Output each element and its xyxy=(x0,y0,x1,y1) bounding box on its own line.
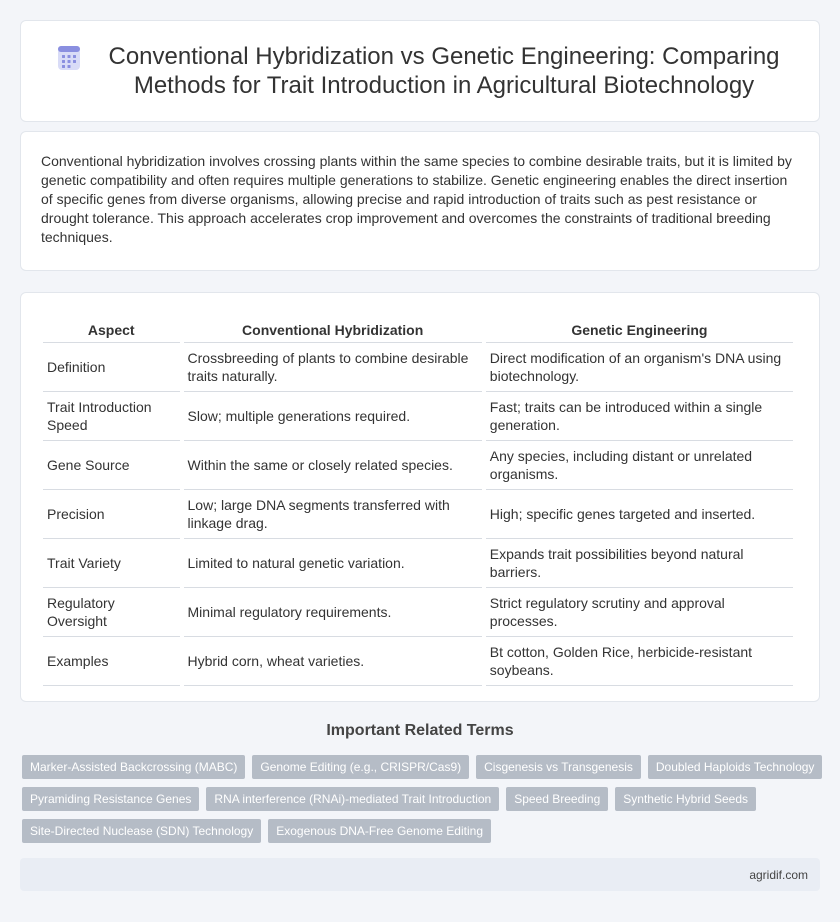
row-conventional: Low; large DNA segments transferred with linkage drag. xyxy=(184,490,482,539)
table-row xyxy=(43,539,793,588)
table-row xyxy=(43,588,793,637)
row-genetic: Fast; traits can be introduced within a single generation. xyxy=(486,392,793,441)
row-conventional: Limited to natural genetic variation. xyxy=(184,539,482,588)
comparison-table-card xyxy=(20,292,820,702)
row-aspect: Trait Variety xyxy=(43,539,180,588)
table-row xyxy=(43,490,793,539)
related-term-tag[interactable]: Site-Directed Nuclease (SDN) Technology xyxy=(22,819,261,843)
row-genetic: High; specific genes targeted and inserted. xyxy=(486,490,793,539)
related-term-tag[interactable]: Pyramiding Resistance Genes xyxy=(22,787,199,811)
intro-card xyxy=(20,131,820,271)
row-aspect: Trait Introduction Speed xyxy=(43,392,180,441)
header-aspect: Aspect xyxy=(43,313,180,343)
title-wrap xyxy=(56,42,784,100)
related-term-tag[interactable]: Exogenous DNA-Free Genome Editing xyxy=(268,819,491,843)
table-row xyxy=(43,343,793,392)
related-terms-title: Important Related Terms xyxy=(326,722,514,739)
row-genetic: Any species, including distant or unrelated organisms. xyxy=(486,441,793,490)
grid-document-icon xyxy=(56,45,82,71)
row-conventional: Within the same or closely related species. xyxy=(184,441,482,490)
row-genetic: Direct modification of an organism's DNA using biotechnology. xyxy=(486,343,793,392)
row-conventional: Hybrid corn, wheat varieties. xyxy=(184,637,482,686)
intro-paragraph: Conventional hybridization involves crossing plants within the same species to combine desirable traits, but it is limited by genetic compatibility and often requires multiple generations to stabilize. Genetic engineering enables the direct insertion of specific genes from diverse organisms, allowing precise and rapid introduction of traits such as pest resistance or drought tolerance. This approach accelerates crop improvement and overcomes the constraints of traditional breeding techniques. xyxy=(41,153,792,245)
row-genetic: Expands trait possibilities beyond natural barriers. xyxy=(486,539,793,588)
related-terms-tags xyxy=(22,755,822,851)
related-term-tag[interactable]: Doubled Haploids Technology xyxy=(648,755,823,779)
tag-row xyxy=(22,787,822,811)
related-term-tag[interactable]: Speed Breeding xyxy=(506,787,608,811)
row-conventional: Minimal regulatory requirements. xyxy=(184,588,482,637)
related-term-tag[interactable]: Genome Editing (e.g., CRISPR/Cas9) xyxy=(252,755,469,779)
row-conventional: Crossbreeding of plants to combine desirable traits naturally. xyxy=(184,343,482,392)
header-conventional: Conventional Hybridization xyxy=(184,313,482,343)
table-row xyxy=(43,441,793,490)
related-term-tag[interactable]: Cisgenesis vs Transgenesis xyxy=(476,755,641,779)
row-conventional: Slow; multiple generations required. xyxy=(184,392,482,441)
table-header-row xyxy=(43,313,793,343)
row-aspect: Regulatory Oversight xyxy=(43,588,180,637)
footer-site-link[interactable]: agridif.com xyxy=(749,867,808,882)
row-aspect: Gene Source xyxy=(43,441,180,490)
related-term-tag[interactable]: RNA interference (RNAi)-mediated Trait Introduction xyxy=(206,787,499,811)
table-row xyxy=(43,637,793,686)
page-title: Conventional Hybridization vs Genetic Engineering: Comparing Methods for Trait Introduction in Agricultural Biotechnology xyxy=(108,43,780,99)
row-aspect: Precision xyxy=(43,490,180,539)
row-aspect: Examples xyxy=(43,637,180,686)
comparison-table xyxy=(39,313,797,686)
related-term-tag[interactable]: Marker-Assisted Backcrossing (MABC) xyxy=(22,755,245,779)
tag-row xyxy=(22,819,822,843)
related-term-tag[interactable]: Synthetic Hybrid Seeds xyxy=(615,787,756,811)
header-genetic: Genetic Engineering xyxy=(486,313,793,343)
row-genetic: Strict regulatory scrutiny and approval processes. xyxy=(486,588,793,637)
row-aspect: Definition xyxy=(43,343,180,392)
row-genetic: Bt cotton, Golden Rice, herbicide-resistant soybeans. xyxy=(486,637,793,686)
tag-row xyxy=(22,755,822,779)
footer xyxy=(20,858,820,891)
table-row xyxy=(43,392,793,441)
title-card xyxy=(20,20,820,122)
